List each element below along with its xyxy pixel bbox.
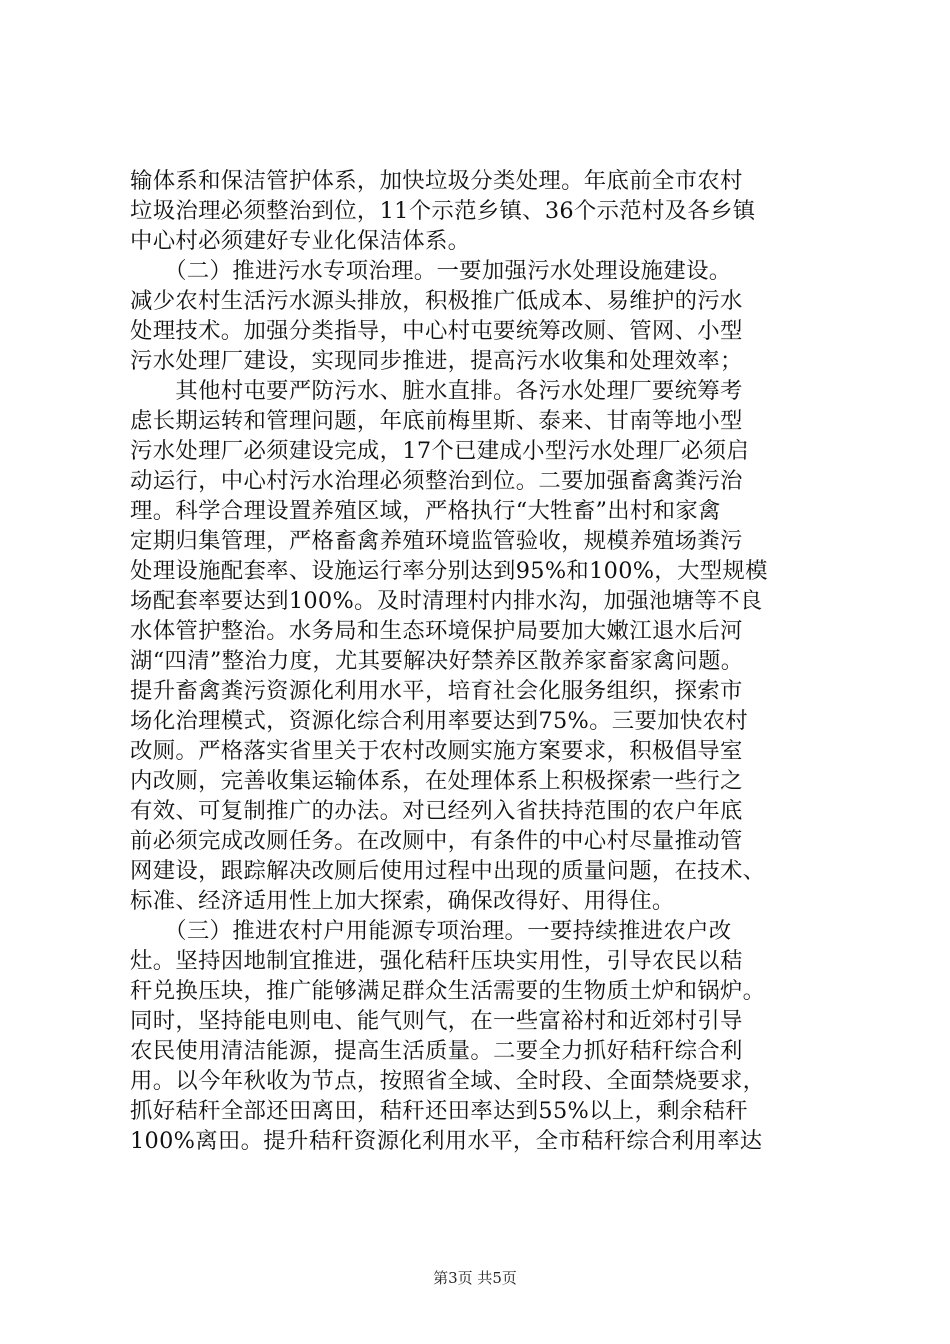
text-line: 水体管护整治。水务局和生态环境保护局要加大嫩江退水后河 <box>130 618 743 644</box>
text-line: 标准、经济适用性上加大探索，确保改得好、用得住。 <box>130 888 675 914</box>
text-line: 其他村屯要严防污水、脏水直排。各污水处理厂要统筹考 <box>130 378 743 404</box>
text-line: 动运行，中心村污水治理必须整治到位。二要加强畜禽粪污治 <box>130 468 743 494</box>
text-line: 输体系和保洁管护体系，加快垃圾分类处理。年底前全市农村 <box>130 168 743 194</box>
text-line: 定期归集管理，严格畜禽养殖环境监管验收，规模养殖场粪污 <box>130 528 743 554</box>
text-line: （二）推进污水专项治理。一要加强污水处理设施建设。 <box>130 258 732 284</box>
page-footer <box>0 1268 950 1288</box>
text-line: 处理设施配套率、设施运行率分别达到95%和100%，大型规模 <box>130 558 768 584</box>
text-line: 100%离田。提升秸秆资源化利用水平，全市秸秆综合利用率达 <box>130 1128 763 1154</box>
text-line: 虑长期运转和管理问题，年底前梅里斯、泰来、甘南等地小型 <box>130 408 743 434</box>
text-line: 前必须完成改厕任务。在改厕中，有条件的中心村尽量推动管 <box>130 828 743 854</box>
text-line: 有效、可复制推广的办法。对已经列入省扶持范围的农户年底 <box>130 798 743 824</box>
text-line: 秆兑换压块，推广能够满足群众生活需要的生物质土炉和锅炉。 <box>130 978 766 1004</box>
text-line: 场配套率要达到100%。及时清理村内排水沟，加强池塘等不良 <box>130 588 763 614</box>
text-line: 用。以今年秋收为节点，按照省全域、全时段、全面禁烧要求， <box>130 1068 766 1094</box>
page-number: 第3页 共5页 <box>433 1269 517 1287</box>
text-line: （三）推进农村户用能源专项治理。一要持续推进农户改 <box>130 918 732 944</box>
text-line: 处理技术。加强分类指导，中心村屯要统筹改厕、管网、小型 <box>130 318 743 344</box>
text-line: 污水处理厂必须建设完成，17个已建成小型污水处理厂必须启 <box>130 438 750 464</box>
text-line: 内改厕，完善收集运输体系，在处理体系上积极探索一些行之 <box>130 768 743 794</box>
text-line: 改厕。严格落实省里关于农村改厕实施方案要求，积极倡导室 <box>130 738 743 764</box>
text-line: 抓好秸秆全部还田离田，秸秆还田率达到55%以上，剩余秸秆 <box>130 1098 748 1124</box>
text-line: 灶。坚持因地制宜推进，强化秸秆压块实用性，引导农民以秸 <box>130 948 743 974</box>
text-line: 场化治理模式，资源化综合利用率要达到75%。三要加快农村 <box>130 708 748 734</box>
text-line: 污水处理厂建设，实现同步推进，提高污水收集和处理效率； <box>130 348 743 374</box>
text-line: 中心村必须建好专业化保洁体系。 <box>130 228 471 254</box>
text-line: 同时，坚持能电则电、能气则气，在一些富裕村和近郊村引导 <box>130 1008 743 1034</box>
text-line: 垃圾治理必须整治到位，11个示范乡镇、36个示范村及各乡镇 <box>130 198 756 224</box>
text-line: 减少农村生活污水源头排放，积极推广低成本、易维护的污水 <box>130 288 743 314</box>
text-line: 网建设，跟踪解决改厕后使用过程中出现的质量问题，在技术、 <box>130 858 766 884</box>
text-line: 理。科学合理设置养殖区域，严格执行“大牲畜”出村和家禽 <box>130 498 721 524</box>
text-line: 湖“四清”整治力度，尤其要解决好禁养区散养家畜家禽问题。 <box>130 648 744 674</box>
text-line: 农民使用清洁能源，提高生活质量。二要全力抓好秸秆综合利 <box>130 1038 743 1064</box>
text-line: 提升畜禽粪污资源化利用水平，培育社会化服务组织，探索市 <box>130 678 743 704</box>
